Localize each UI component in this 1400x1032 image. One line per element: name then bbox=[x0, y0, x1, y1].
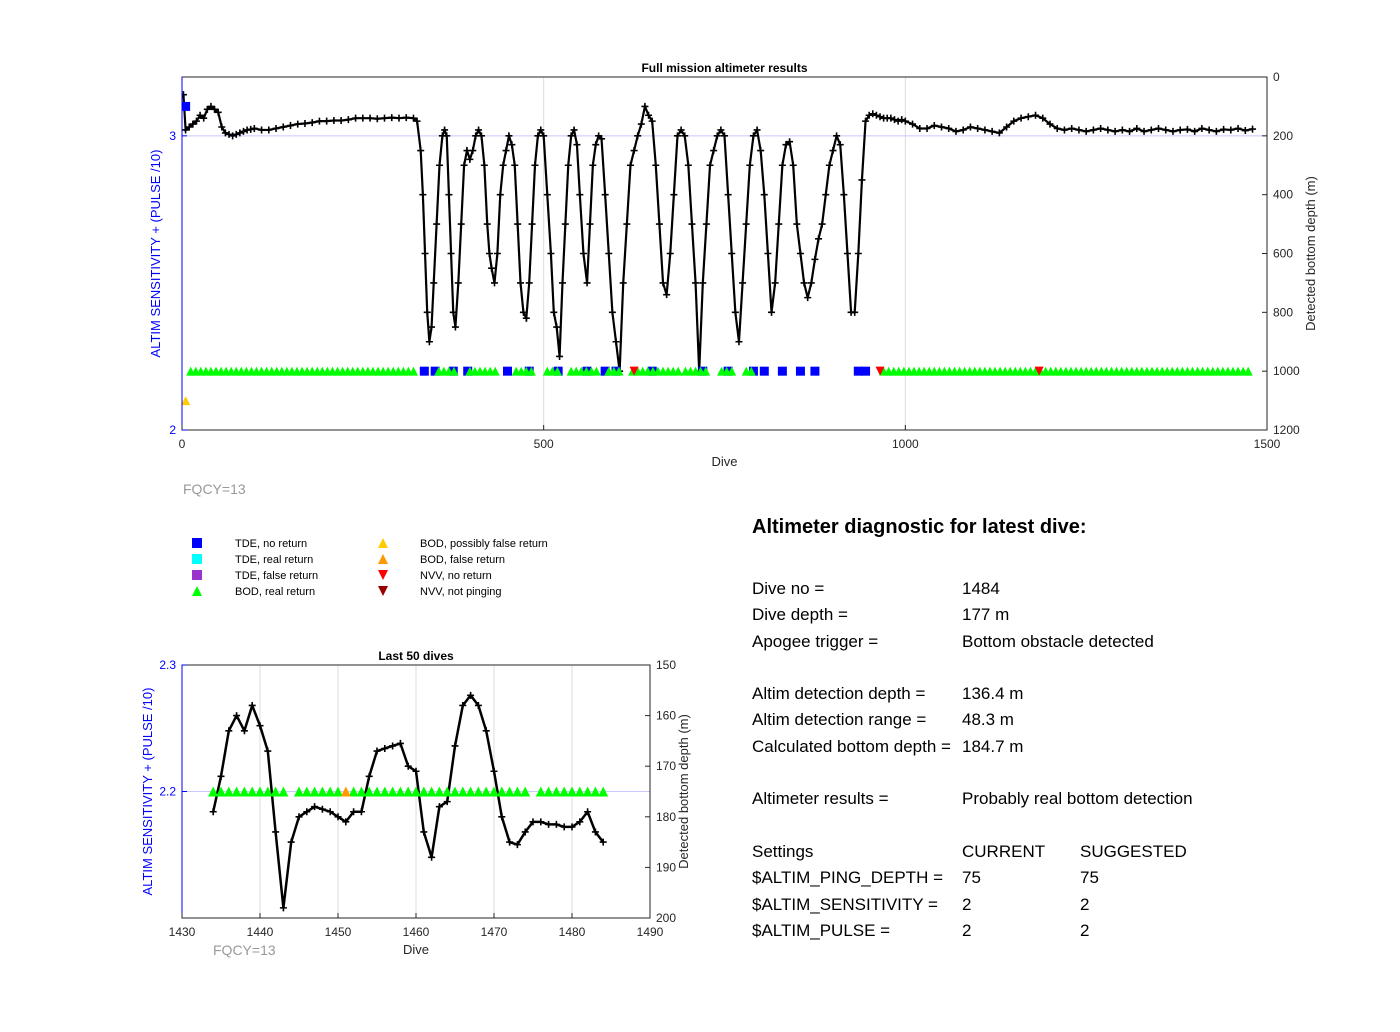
y2-axis-label: Detected bottom depth (m) bbox=[676, 714, 691, 869]
legend-label: BOD, false return bbox=[420, 554, 505, 566]
ping-depth-current: 75 bbox=[962, 868, 981, 888]
legend-marker bbox=[378, 570, 388, 580]
pulse-label: $ALTIM_PULSE = bbox=[752, 920, 891, 940]
y2-tick-label: 800 bbox=[1273, 305, 1294, 320]
y-tick-label: 3 bbox=[169, 128, 176, 143]
legend-marker bbox=[192, 538, 202, 548]
x-tick-label: 1460 bbox=[402, 925, 430, 939]
dive-depth-value: 177 m bbox=[962, 605, 1010, 625]
x-tick-label: 1480 bbox=[558, 925, 586, 939]
results-value: Probably real bottom detection bbox=[962, 789, 1193, 809]
current-header: CURRENT bbox=[962, 841, 1046, 861]
x-tick-label: 1500 bbox=[1253, 437, 1281, 451]
calc-bottom-value: 184.7 m bbox=[962, 736, 1024, 756]
dive-depth-row bbox=[752, 602, 1372, 628]
pulse-current: 2 bbox=[962, 920, 972, 940]
suggested-header: SUGGESTED bbox=[1080, 841, 1187, 861]
x-tick-label: 0 bbox=[178, 437, 186, 451]
y2-tick-label: 180 bbox=[656, 809, 677, 824]
dive-depth-label: Dive depth = bbox=[752, 605, 848, 625]
altim-range-value: 48.3 m bbox=[962, 710, 1014, 730]
fqcy-note: FQCY=13 bbox=[183, 481, 246, 497]
tde-no-return-marker bbox=[760, 367, 769, 376]
legend-marker bbox=[378, 538, 388, 548]
x-axis-label: Dive bbox=[711, 454, 738, 469]
x-tick-label: 1450 bbox=[324, 925, 352, 939]
legend-label: NVV, no return bbox=[420, 570, 492, 582]
y2-axis-label: Detected bottom depth (m) bbox=[1303, 176, 1318, 331]
calc-bottom-label: Calculated bottom depth = bbox=[752, 736, 951, 756]
ping-depth-suggested: 75 bbox=[1080, 868, 1099, 888]
tde-no-return-marker bbox=[796, 367, 805, 376]
dive-no-label: Dive no = bbox=[752, 579, 825, 598]
y2-tick-label: 600 bbox=[1273, 246, 1294, 261]
altimeter-diagnostic-panel bbox=[752, 516, 1372, 944]
y-tick-label: 2.2 bbox=[159, 784, 176, 799]
x-tick-label: 1490 bbox=[636, 925, 664, 939]
settings-header-row bbox=[752, 839, 1372, 865]
x-tick-label: 1470 bbox=[480, 925, 508, 939]
y2-tick-label: 150 bbox=[656, 658, 677, 672]
y-tick-label: 2.3 bbox=[159, 658, 176, 672]
legend-label: BOD, possibly false return bbox=[420, 538, 548, 550]
y2-tick-label: 170 bbox=[656, 759, 677, 774]
apogee-trigger-value: Bottom obstacle detected bbox=[962, 631, 1154, 651]
x-tick-label: 1440 bbox=[246, 925, 274, 939]
y2-tick-label: 400 bbox=[1273, 187, 1294, 202]
altim-depth-label: Altim detection depth = bbox=[752, 684, 926, 704]
x-tick-label: 1000 bbox=[891, 437, 919, 451]
sensitivity-label: $ALTIM_SENSITIVITY = bbox=[752, 894, 938, 914]
calc-bottom-row bbox=[752, 734, 1372, 760]
tde-no-return-marker bbox=[778, 367, 787, 376]
legend-label: BOD, real return bbox=[235, 586, 316, 598]
chart-title: Last 50 dives bbox=[378, 649, 454, 663]
ping-depth-row bbox=[752, 865, 1372, 891]
results-row bbox=[752, 786, 1372, 812]
legend-label: TDE, false return bbox=[235, 570, 319, 582]
altim-range-row bbox=[752, 707, 1372, 733]
x-tick-label: 500 bbox=[533, 437, 554, 451]
apogee-trigger-row bbox=[752, 629, 1372, 655]
y2-tick-label: 160 bbox=[656, 708, 677, 723]
sensitivity-row bbox=[752, 892, 1372, 918]
legend-label: NVV, not pinging bbox=[420, 586, 502, 598]
settings-label: Settings bbox=[752, 841, 814, 861]
y-axis-label: ALTIM SENSITIVITY + (PULSE /10) bbox=[140, 687, 155, 896]
tde-no-return-marker bbox=[420, 367, 429, 376]
full-mission-chart bbox=[148, 61, 1318, 497]
chart-title: Full mission altimeter results bbox=[641, 61, 808, 75]
legend bbox=[192, 538, 548, 598]
apogee-trigger-label: Apogee trigger = bbox=[752, 631, 879, 651]
sensitivity-current: 2 bbox=[962, 894, 972, 914]
legend-marker bbox=[192, 554, 202, 564]
dive-no-row bbox=[752, 576, 1372, 602]
altim-depth-row bbox=[752, 681, 1372, 707]
pulse-row bbox=[752, 918, 1372, 944]
pulse-suggested: 2 bbox=[1080, 920, 1090, 940]
legend-marker bbox=[378, 586, 388, 596]
y-axis-label: ALTIM SENSITIVITY + (PULSE /10) bbox=[148, 149, 163, 358]
legend-label: TDE, real return bbox=[235, 554, 314, 566]
legend-marker bbox=[192, 570, 202, 580]
last-50-dives-chart bbox=[140, 649, 691, 958]
y2-tick-label: 200 bbox=[1273, 128, 1294, 143]
altim-depth-value: 136.4 m bbox=[962, 684, 1024, 704]
legend-label: TDE, no return bbox=[235, 538, 308, 550]
y2-tick-label: 0 bbox=[1273, 70, 1280, 84]
tde-no-return-marker bbox=[503, 367, 512, 376]
legend-marker bbox=[192, 586, 202, 596]
tde-no-return-marker bbox=[810, 367, 819, 376]
x-axis-label: Dive bbox=[402, 942, 430, 957]
y-tick-label: 2 bbox=[169, 423, 176, 437]
fqcy-note: FQCY=13 bbox=[213, 942, 276, 958]
legend-marker bbox=[378, 554, 388, 564]
sensitivity-suggested: 2 bbox=[1080, 894, 1090, 914]
diagnostic-title: Altimeter diagnostic for latest dive: bbox=[752, 516, 1087, 538]
y2-tick-label: 190 bbox=[656, 860, 677, 875]
y2-tick-label: 200 bbox=[656, 911, 677, 925]
results-label: Altimeter results = bbox=[752, 789, 889, 809]
y2-tick-label: 1000 bbox=[1273, 364, 1300, 379]
altim-range-label: Altim detection range = bbox=[752, 710, 927, 730]
tde-no-return-marker bbox=[861, 367, 870, 376]
y2-tick-label: 1200 bbox=[1273, 423, 1300, 437]
ping-depth-label: $ALTIM_PING_DEPTH = bbox=[752, 868, 943, 888]
x-tick-label: 1430 bbox=[168, 925, 196, 939]
dive-no-value: 1484 bbox=[962, 579, 1000, 598]
